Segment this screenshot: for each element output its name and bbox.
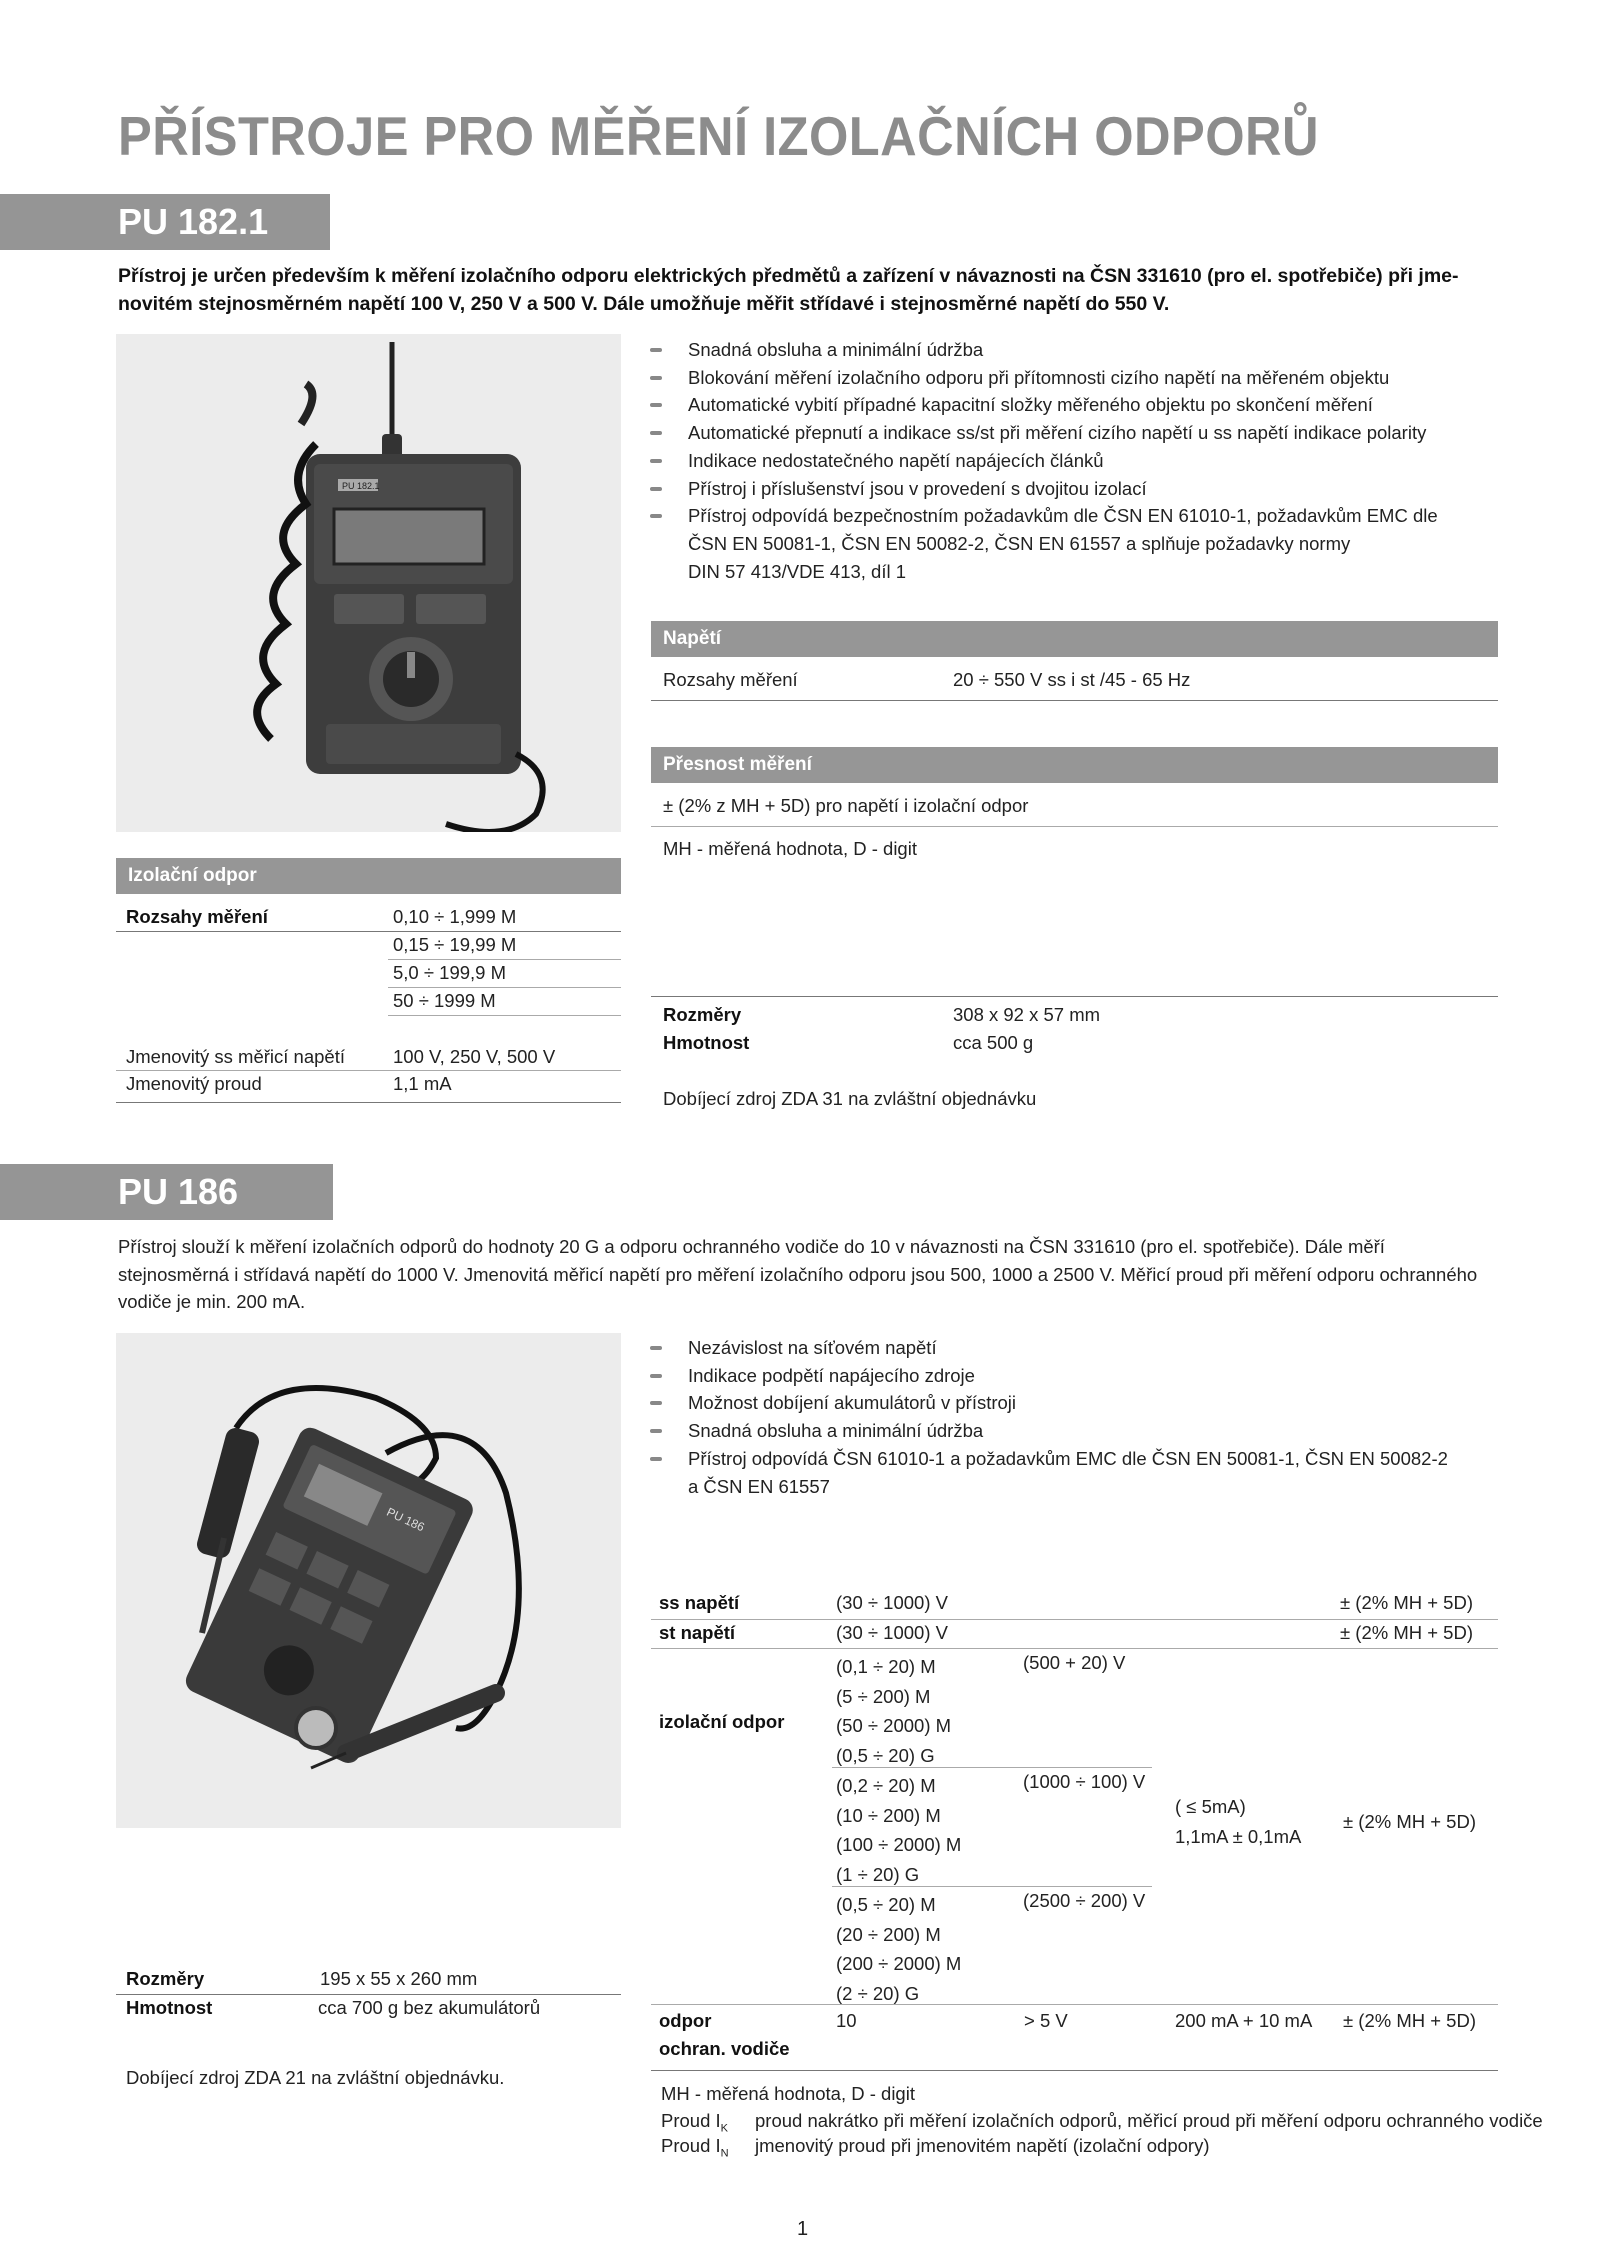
model-heading-pu1821: PU 182.1 bbox=[0, 194, 330, 250]
table-cell: odpor bbox=[659, 2010, 712, 2031]
pu1821-intro bbox=[118, 262, 1498, 318]
range-item: (5 ÷ 200) M bbox=[836, 1685, 931, 1707]
range-item: (0,5 ÷ 20) G bbox=[836, 1744, 935, 1766]
model-heading-pu186: PU 186 bbox=[0, 1164, 333, 1220]
table-cell bbox=[836, 1890, 961, 2008]
napeti-header: Napětí bbox=[651, 621, 1498, 657]
izolacni-header: Izolační odpor bbox=[116, 858, 621, 894]
pu1821-hmotnost-label: Hmotnost bbox=[663, 1032, 750, 1053]
jm-napeti-label: Jmenovitý ss měřicí napětí bbox=[126, 1046, 345, 1067]
divider bbox=[116, 931, 621, 932]
pu186-feature-item: Přístroj odpovídá ČSN 61010-1 a požadavkům EMC dle ČSN EN 50081-1, ČSN EN 50082-2 bbox=[648, 1445, 1508, 1473]
table-cell: ss napětí bbox=[659, 1592, 740, 1613]
table-cell: ( ≤ 5mA) bbox=[1175, 1796, 1246, 1817]
table-cell: ochran. vodiče bbox=[659, 2038, 790, 2059]
pu1821-device-photo bbox=[116, 334, 621, 832]
pu1821-feature-cont: ČSN EN 50081-1, ČSN EN 50082-2, ČSN EN 61557 a splňuje požadavky normy bbox=[688, 532, 1351, 554]
table-cell: (30 ÷ 1000) V bbox=[836, 1592, 948, 1613]
table-cell: > 5 V bbox=[1024, 2010, 1068, 2031]
pu1821-feature-item: Automatické přepnutí a indikace ss/st při měření cizího napětí u ss napětí indikace polarity bbox=[648, 419, 1508, 447]
divider bbox=[651, 1619, 1498, 1620]
table-header-velicina: Měřená veličina bbox=[661, 1552, 799, 1573]
pu1821-intro-line1: Přístroj je určen především k měření izolačního odporu elektrických předmětů a zařízení v návaznosti na ČSN 331610 (pro el. spotřebiče) při jme- bbox=[118, 265, 1459, 287]
note-label-text: Proud I bbox=[661, 2135, 721, 2156]
range-item: (20 ÷ 200) M bbox=[836, 1923, 941, 1945]
table-cell: (2500 ÷ 200) V bbox=[1023, 1890, 1146, 1911]
pu186-intro-line3: vodiče je min. 200 mA. bbox=[118, 1291, 306, 1312]
table-header-proud-text: Proud (I bbox=[1174, 1552, 1244, 1573]
pu1821-rozmery-value: 308 x 92 x 57 mm bbox=[953, 1004, 1101, 1025]
table-cell: ± (2% MH + 5D) bbox=[1343, 2010, 1476, 2031]
pu1821-feature-item: Automatické vybití případné kapacitní složky měřeného objektu po skončení měření bbox=[648, 391, 1508, 419]
range-item: (100 ÷ 2000) M bbox=[836, 1834, 962, 1855]
pu1821-intro-line2: novitém stejnosměrném napětí 100 V, 250 V a 500 V. Dále umožňuje měřit střídavé i stejnosměrné napětí do 550 V. bbox=[118, 293, 1170, 315]
pu1821-feature-item: Blokování měření izolačního odporu při přítomnosti cizího napětí na měřeném objektu bbox=[648, 364, 1508, 392]
pu186-feature-item: Možnost dobíjení akumulátorů v přístroji bbox=[648, 1389, 1508, 1417]
range-item: (0,1 ÷ 20) M bbox=[836, 1656, 936, 1677]
range-item: (1 ÷ 20) G bbox=[836, 1863, 920, 1885]
pu186-note-ik-text: proud nakrátko při měření izolačních odporů, měřicí proud při měření odporu ochranného vodiče bbox=[755, 2110, 1543, 2131]
table-cell: ± (2% MH + 5D) bbox=[1343, 1811, 1476, 1832]
pu186-hmotnost-label: Hmotnost bbox=[126, 1997, 213, 2018]
table-cell: izolační odpor bbox=[659, 1711, 785, 1732]
pu1821-feature-item: Indikace nedostatečného napětí napájecích článků bbox=[648, 447, 1508, 475]
table-cell: (1000 ÷ 100) V bbox=[1023, 1771, 1146, 1792]
pu186-rozmery-value: 195 x 55 x 260 mm bbox=[320, 1968, 478, 1989]
range-item: (50 ÷ 2000) M bbox=[836, 1715, 952, 1736]
divider bbox=[651, 996, 1498, 997]
pu1821-feature-cont: DIN 57 413/VDE 413, díl 1 bbox=[688, 560, 907, 582]
pu186-feature-item: Indikace podpětí napájecího zdroje bbox=[648, 1362, 1508, 1390]
divider bbox=[651, 2004, 1498, 2005]
range-item: (0,5 ÷ 20) M bbox=[836, 1894, 936, 1915]
table-cell: (30 ÷ 1000) V bbox=[836, 1622, 948, 1643]
jm-napeti-value: 100 V, 250 V, 500 V bbox=[393, 1046, 556, 1067]
page-number: 1 bbox=[797, 2218, 809, 2240]
pu186-note-mh: MH - měřená hodnota, D - digit bbox=[661, 2083, 915, 2104]
table-cell: 10 bbox=[836, 2010, 857, 2031]
pu186-features bbox=[648, 1334, 1508, 1500]
pu186-feature-item: Snadná obsluha a minimální údržba bbox=[648, 1417, 1508, 1445]
pu186-feature-cont: a ČSN EN 61557 bbox=[688, 1475, 830, 1497]
note-label-text: Proud I bbox=[661, 2110, 721, 2131]
izolacni-range-label: Rozsahy měření bbox=[126, 906, 268, 927]
table-header-napeti: Měřicí napětí bbox=[1024, 1552, 1138, 1573]
izolacni-range: 50 ÷ 1999 M bbox=[393, 990, 496, 1011]
divider bbox=[116, 1070, 621, 1071]
napeti-value: 20 ÷ 550 V ss i st /45 - 65 Hz bbox=[953, 669, 1191, 690]
pu1821-feature-item: Přístroj odpovídá bezpečnostním požadavkům dle ČSN EN 61010-1, požadavkům EMC dle bbox=[648, 502, 1508, 530]
napeti-label: Rozsahy měření bbox=[663, 669, 798, 690]
divider bbox=[116, 1994, 621, 1995]
divider bbox=[651, 2070, 1498, 2071]
izolacni-range: 5,0 ÷ 199,9 M bbox=[393, 962, 506, 983]
pu186-device-photo bbox=[116, 1333, 621, 1828]
jm-proud-label: Jmenovitý proud bbox=[126, 1073, 262, 1094]
pu1821-hmotnost-value: cca 500 g bbox=[953, 1032, 1034, 1053]
table-cell: st napětí bbox=[659, 1622, 736, 1643]
pu186-intro-line1: Přístroj slouží k měření izolačních odporů do hodnoty 20 G a odporu ochranného vodiče do 10 v návaznosti na ČSN 331610 (pro el. spotřebiče). Dále měří bbox=[118, 1236, 1385, 1257]
divider bbox=[651, 826, 1498, 827]
presnost-note: MH - měřená hodnota, D - digit bbox=[663, 838, 917, 859]
presnost-header: Přesnost měření bbox=[651, 747, 1498, 783]
table-cell: (500 + 20) V bbox=[1023, 1652, 1126, 1673]
divider bbox=[832, 1886, 1152, 1887]
pu186-intro-line2: stejnosměrná i střídavá napětí do 1000 V. Jmenovitá měřicí napětí pro měření izolačního odporu jsou 500, 1000 a 2500 V. Měřicí proud při měření odporu ochranného bbox=[118, 1263, 1478, 1285]
pu186-device-illustration bbox=[116, 1333, 621, 1828]
table-cell: 1,1mA ± 0,1mA bbox=[1175, 1826, 1302, 1847]
pu1821-device-label: PU 182.1 bbox=[342, 481, 380, 491]
range-item: (200 ÷ 2000) M bbox=[836, 1953, 962, 1974]
izolacni-range: 0,10 ÷ 1,999 M bbox=[393, 906, 517, 927]
range-item: (0,2 ÷ 20) M bbox=[836, 1775, 936, 1796]
table-cell: ± (2% MH + 5D) bbox=[1340, 1622, 1473, 1643]
pu186-note-in-text: jmenovitý proud při jmenovitém napětí (izolační odpory) bbox=[755, 2135, 1210, 2156]
divider bbox=[832, 1767, 1152, 1768]
table-header-rozsah: Měřicí rozsah bbox=[836, 1552, 955, 1573]
pu186-note-in-label: Proud $I_N$ bbox=[661, 2135, 729, 2160]
pu1821-device-illustration bbox=[116, 334, 621, 832]
pu186-charger-note: Dobíjecí zdroj ZDA 21 na zvláštní objednávku. bbox=[126, 2067, 505, 2088]
table-cell bbox=[836, 1771, 961, 1889]
pu186-device-label: PU 186 bbox=[384, 1504, 427, 1535]
divider bbox=[651, 700, 1498, 701]
pu186-note-ik-label: Proud $I_K$ bbox=[661, 2110, 728, 2135]
table-cell: ± (2% MH + 5D) bbox=[1340, 1592, 1473, 1613]
table-cell bbox=[836, 1652, 951, 1770]
divider bbox=[388, 987, 621, 988]
pu1821-rozmery-label: Rozměry bbox=[663, 1004, 742, 1025]
table-cell: 200 mA + 10 mA bbox=[1175, 2010, 1313, 2031]
divider bbox=[116, 1102, 621, 1103]
divider bbox=[388, 1015, 621, 1016]
izolacni-range: 0,15 ÷ 19,99 M bbox=[393, 934, 517, 955]
page-title: PŘÍSTROJE PRO MĚŘENÍ IZOLAČNÍCH ODPORŮ bbox=[118, 105, 1320, 167]
pu186-rozmery-label: Rozměry bbox=[126, 1968, 205, 1989]
pu186-feature-item: Nezávislost na síťovém napětí bbox=[648, 1334, 1508, 1362]
range-item: (2 ÷ 20) G bbox=[836, 1982, 920, 2004]
pu1821-feature-item: Přístroj i příslušenství jsou v provedení s dvojitou izolací bbox=[648, 475, 1508, 503]
pu186-intro bbox=[118, 1233, 1518, 1316]
table-header-presnost: Přesnost bbox=[1341, 1552, 1421, 1573]
pu1821-features bbox=[648, 336, 1508, 585]
table-header-proud: Proud $(I_K)$, $I_N$ bbox=[1174, 1552, 1282, 1577]
jm-proud-value: 1,1 mA bbox=[393, 1073, 452, 1094]
pu1821-feature-item: Snadná obsluha a minimální údržba bbox=[648, 336, 1508, 364]
divider bbox=[388, 959, 621, 960]
divider bbox=[651, 1648, 1498, 1649]
range-item: (10 ÷ 200) M bbox=[836, 1804, 941, 1826]
pu186-hmotnost-value: cca 700 g bez akumulátorů bbox=[318, 1997, 541, 2018]
pu1821-charger-note: Dobíjecí zdroj ZDA 31 na zvláštní objednávku bbox=[663, 1088, 1037, 1109]
presnost-value: ± (2% z MH + 5D) pro napětí i izolační odpor bbox=[663, 795, 1029, 816]
